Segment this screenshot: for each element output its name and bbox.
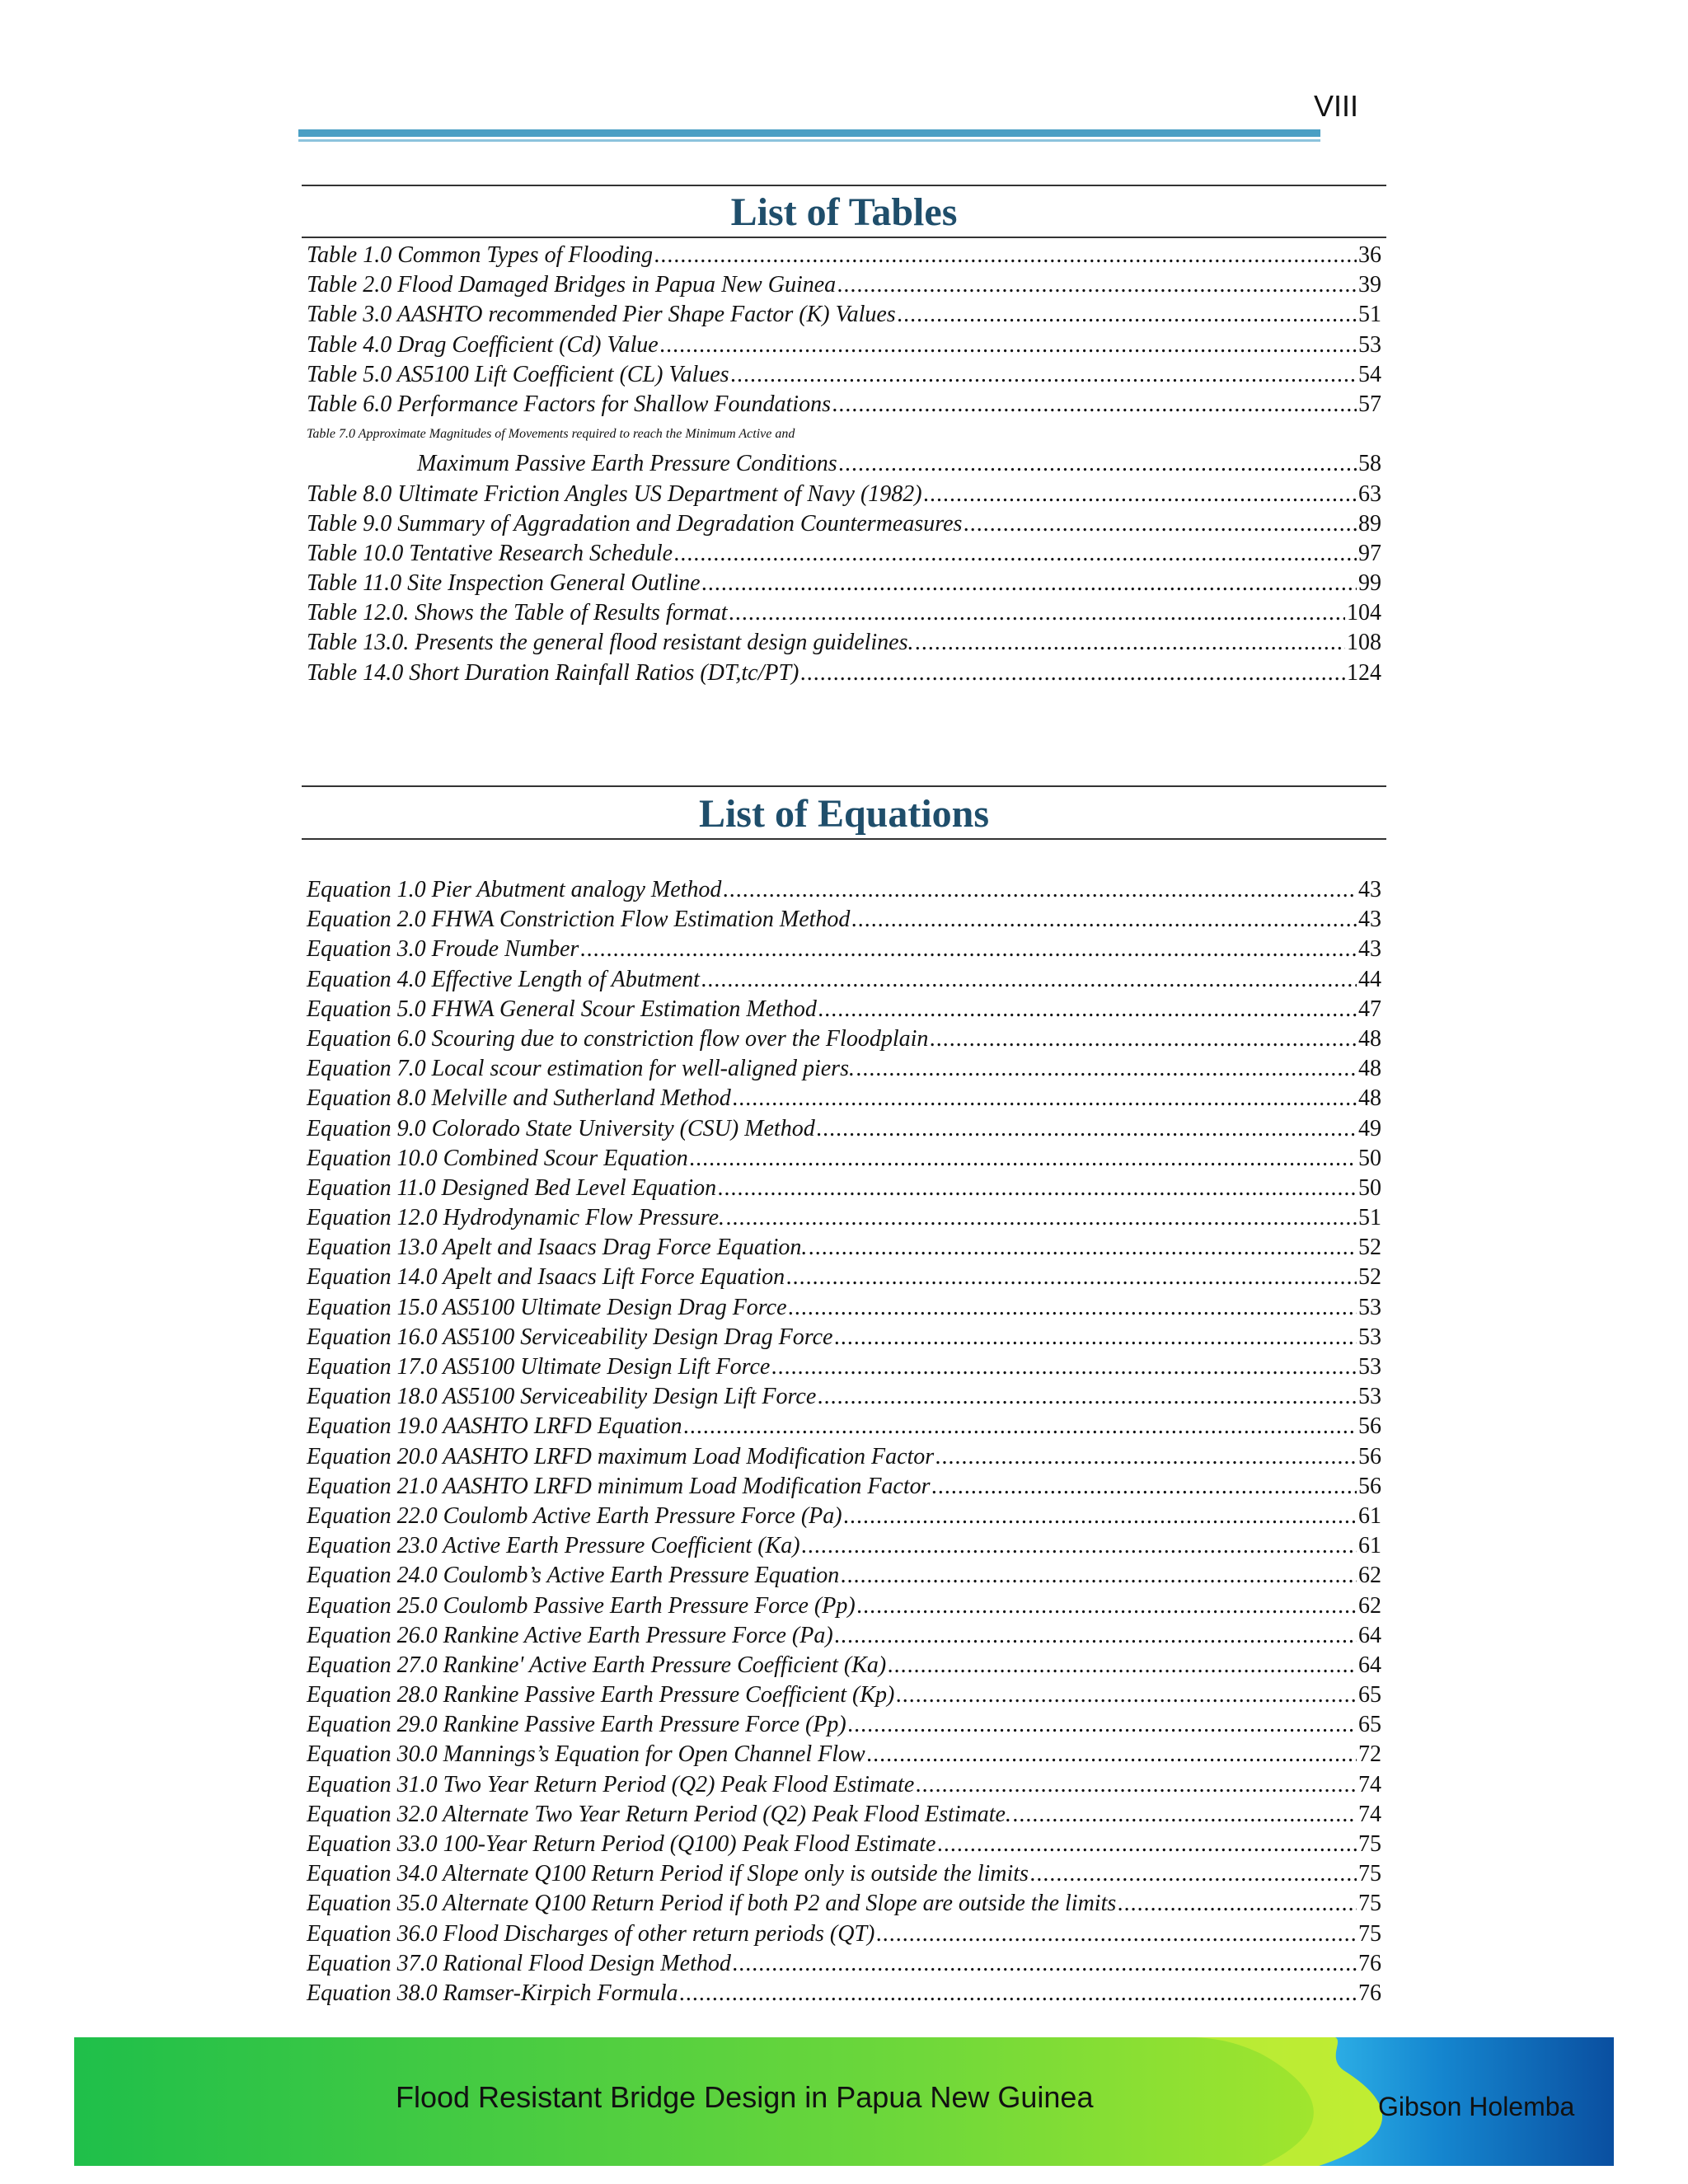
toc-entry-label: Equation 16.0 AS5100 Serviceability Design Drag Force [307, 1324, 833, 1350]
toc-entry[interactable] [307, 300, 1381, 330]
toc-entry-label: Table 11.0 Site Inspection General Outline [307, 570, 701, 597]
toc-entry-page: 47 [1358, 996, 1381, 1022]
dot-leader [674, 539, 1357, 569]
toc-entry-label: Equation 19.0 AASHTO LRFD Equation [307, 1413, 682, 1440]
equations-list [307, 875, 1381, 2008]
dot-leader [848, 1710, 1357, 1740]
dot-leader [817, 1114, 1357, 1144]
toc-entry-page: 53 [1358, 1354, 1381, 1380]
toc-entry[interactable] [307, 241, 1381, 270]
toc-entry[interactable] [307, 1651, 1381, 1680]
dot-leader [935, 1442, 1357, 1472]
toc-entry-page: 74 [1358, 1801, 1381, 1827]
toc-entry[interactable] [307, 330, 1381, 360]
dot-leader [835, 1621, 1357, 1651]
tables-list [307, 241, 1381, 688]
dot-leader [684, 1412, 1357, 1441]
toc-entry-page: 52 [1358, 1264, 1381, 1291]
dot-leader [718, 1174, 1357, 1203]
toc-entry-label: Table 1.0 Common Types of Flooding [307, 242, 654, 268]
tables-bottom-rule [302, 237, 1386, 238]
toc-entry[interactable] [307, 1263, 1381, 1292]
toc-entry[interactable] [307, 965, 1381, 995]
toc-entry-page: 50 [1358, 1145, 1381, 1171]
toc-entry-page: 63 [1358, 480, 1381, 507]
dot-leader [857, 1591, 1357, 1621]
toc-entry-label: Equation 34.0 Alternate Q100 Return Period if Slope only is outside the limits [307, 1861, 1029, 1887]
dot-leader [789, 1293, 1357, 1323]
toc-entry[interactable] [307, 1859, 1381, 1889]
toc-entry-page: 44 [1358, 966, 1381, 992]
toc-entry[interactable] [307, 1949, 1381, 1979]
toc-entry[interactable] [307, 1382, 1381, 1412]
toc-entry[interactable] [307, 539, 1381, 569]
toc-entry-page: 53 [1358, 1294, 1381, 1320]
toc-entry-label: Table 3.0 AASHTO recommended Pier Shape Factor (K) Values [307, 302, 896, 328]
dot-leader [876, 1919, 1357, 1949]
toc-entry[interactable] [307, 1203, 1381, 1233]
toc-entry-label: Equation 32.0 Alternate Two Year Return Period (Q2) Peak Flood Estimate. [307, 1801, 1011, 1827]
toc-entry-page: 50 [1358, 1174, 1381, 1201]
toc-entry-label: Table 10.0 Tentative Research Schedule [307, 540, 673, 566]
toc-entry[interactable] [307, 509, 1381, 539]
toc-entry-page: 65 [1358, 1712, 1381, 1738]
dot-leader [733, 1949, 1357, 1979]
header-rule [298, 129, 1320, 137]
toc-entry[interactable] [307, 1114, 1381, 1144]
toc-entry[interactable] [307, 1054, 1381, 1084]
dot-leader [837, 270, 1357, 300]
toc-entry-page: 53 [1358, 1324, 1381, 1350]
dot-leader [844, 1502, 1357, 1531]
toc-entry-page: 124 [1347, 659, 1381, 686]
toc-entry-page: 56 [1358, 1443, 1381, 1469]
toc-entry-page: 62 [1358, 1563, 1381, 1589]
toc-entry-label: Equation 37.0 Rational Flood Design Method [307, 1950, 731, 1976]
header-rule-thin [298, 139, 1320, 142]
dot-leader [839, 449, 1357, 479]
dot-leader [1030, 1859, 1357, 1889]
toc-entry-label: Table 13.0. Presents the general flood resistant design guidelines. [307, 630, 914, 656]
toc-entry-label: Equation 26.0 Rankine Active Earth Pressure Force (Pa) [307, 1622, 833, 1648]
toc-entry[interactable] [307, 875, 1381, 905]
toc-entry[interactable] [307, 628, 1381, 658]
toc-entry-label: Equation 18.0 AS5100 Serviceability Design Lift Force [307, 1384, 817, 1410]
toc-entry-page: 76 [1358, 1980, 1381, 2006]
toc-entry-label: Table 12.0. Shows the Table of Results format [307, 600, 728, 626]
toc-entry-page: 48 [1358, 1056, 1381, 1082]
dot-leader [916, 628, 1345, 658]
footer-banner [74, 2037, 1614, 2166]
toc-entry[interactable] [307, 1442, 1381, 1472]
toc-entry-label: Equation 12.0 Hydrodynamic Flow Pressure. [307, 1205, 725, 1231]
toc-entry-page: 53 [1358, 331, 1381, 358]
dot-leader [733, 1084, 1357, 1113]
toc-entry-label: Equation 10.0 Combined Scour Equation [307, 1145, 688, 1171]
toc-entry-label: Equation 14.0 Apelt and Isaacs Lift Force Equation [307, 1264, 785, 1291]
toc-entry-label: Equation 3.0 Froude Number [307, 936, 579, 963]
tables-heading: List of Tables [730, 190, 958, 234]
dot-leader [1013, 1800, 1357, 1830]
toc-entry[interactable] [307, 1800, 1381, 1830]
toc-entry[interactable] [307, 480, 1381, 509]
toc-entry-label: Table 9.0 Summary of Aggradation and Degradation Countermeasures [307, 510, 963, 537]
toc-entry[interactable] [307, 1770, 1381, 1800]
toc-entry-page: 36 [1358, 242, 1381, 268]
dot-leader [856, 1054, 1357, 1084]
toc-entry-label: Equation 29.0 Rankine Passive Earth Pressure Force (Pp) [307, 1712, 846, 1738]
toc-entry-label: Table 7.0 Approximate Magnitudes of Movements required to reach the Minimum Active and [307, 427, 795, 442]
dot-leader [802, 1531, 1357, 1561]
dot-leader [916, 1770, 1357, 1800]
toc-entry[interactable] [307, 658, 1381, 688]
dot-leader [786, 1263, 1357, 1292]
toc-entry-page: 43 [1358, 877, 1381, 902]
toc-entry-page: 64 [1358, 1622, 1381, 1648]
toc-entry[interactable] [307, 1740, 1381, 1769]
toc-entry-label: Equation 35.0 Alternate Q100 Return Period if both P2 and Slope are outside the limits [307, 1891, 1117, 1917]
toc-entry[interactable] [307, 1144, 1381, 1174]
toc-entry[interactable] [307, 569, 1381, 598]
dot-leader [726, 1203, 1357, 1233]
dot-leader [898, 300, 1357, 330]
toc-entry[interactable] [307, 1979, 1381, 2008]
toc-entry[interactable] [307, 1323, 1381, 1352]
toc-entry-page: 62 [1358, 1592, 1381, 1619]
toc-entry-label: Equation 23.0 Active Earth Pressure Coefficient (Ka) [307, 1533, 800, 1559]
toc-entry-page: 51 [1358, 1205, 1381, 1231]
toc-entry-label-continued: Maximum Passive Earth Pressure Conditions [417, 451, 837, 477]
toc-entry[interactable] [307, 1710, 1381, 1740]
toc-entry-page: 75 [1358, 1891, 1381, 1917]
toc-entry-label: Equation 33.0 100-Year Return Period (Q100) Peak Flood Estimate [307, 1831, 936, 1857]
toc-entry-page: 52 [1358, 1235, 1381, 1261]
toc-entry-page: 53 [1358, 1384, 1381, 1410]
toc-entry-page: 64 [1358, 1652, 1381, 1678]
toc-entry-page: 65 [1358, 1682, 1381, 1708]
toc-entry-page: 39 [1358, 272, 1381, 298]
toc-entry-label: Table 14.0 Short Duration Rainfall Ratios (DT,tc/PT) [307, 659, 799, 686]
toc-entry[interactable] [307, 995, 1381, 1024]
dot-leader [800, 658, 1345, 688]
dot-leader [930, 1024, 1357, 1054]
toc-entry-page: 89 [1358, 510, 1381, 537]
dot-leader [690, 1144, 1357, 1174]
toc-entry-label: Equation 7.0 Local scour estimation for well-aligned piers. [307, 1056, 855, 1082]
toc-entry-label: Equation 15.0 AS5100 Ultimate Design Drag Force [307, 1294, 787, 1320]
toc-entry-label: Equation 36.0 Flood Discharges of other return periods (QT) [307, 1920, 875, 1947]
equations-bottom-rule [302, 838, 1386, 840]
toc-entry[interactable] [307, 270, 1381, 300]
toc-entry[interactable] [307, 935, 1381, 964]
toc-entry-page: 61 [1358, 1502, 1381, 1529]
toc-entry-label: Equation 6.0 Scouring due to constriction flow over the Floodplain [307, 1025, 929, 1052]
toc-entry-page: 49 [1358, 1115, 1381, 1141]
toc-entry-label: Equation 31.0 Two Year Return Period (Q2) Peak Flood Estimate [307, 1771, 915, 1797]
toc-entry[interactable] [307, 1531, 1381, 1561]
toc-entry-page: 61 [1358, 1533, 1381, 1559]
dot-leader [680, 1979, 1357, 2008]
dot-leader [818, 1382, 1357, 1412]
toc-entry[interactable] [307, 1352, 1381, 1382]
dot-leader [723, 875, 1357, 905]
toc-entry-label: Table 5.0 AS5100 Lift Coefficient (CL) Values [307, 361, 729, 387]
toc-entry[interactable] [307, 1084, 1381, 1113]
dot-leader [654, 241, 1357, 270]
toc-entry-page: 76 [1358, 1950, 1381, 1976]
toc-entry-label: Equation 20.0 AASHTO LRFD maximum Load Modification Factor [307, 1443, 935, 1469]
toc-entry-page: 75 [1358, 1861, 1381, 1887]
toc-entry-page: 74 [1358, 1771, 1381, 1797]
dot-leader [924, 480, 1357, 509]
toc-entry-label: Equation 5.0 FHWA General Scour Estimation Method [307, 996, 817, 1022]
toc-entry[interactable] [307, 1680, 1381, 1710]
toc-entry[interactable] [307, 598, 1381, 628]
dot-leader [1118, 1889, 1357, 1919]
toc-entry[interactable] [307, 1919, 1381, 1949]
toc-entry[interactable] [307, 1412, 1381, 1441]
page-number: VIII [1313, 89, 1358, 123]
toc-entry-label: Table 4.0 Drag Coefficient (Cd) Value [307, 331, 659, 358]
dot-leader [841, 1561, 1357, 1591]
toc-entry-label: Table 8.0 Ultimate Friction Angles US Department of Navy (1982) [307, 480, 922, 507]
toc-entry-page: 51 [1358, 302, 1381, 328]
toc-entry-label: Equation 24.0 Coulomb’s Active Earth Pressure Equation [307, 1563, 840, 1589]
dot-leader [702, 569, 1357, 598]
dot-leader [771, 1352, 1357, 1382]
toc-entry-label: Equation 28.0 Rankine Passive Earth Pressure Coefficient (Kp) [307, 1682, 895, 1708]
toc-entry-label: Equation 4.0 Effective Length of Abutment [307, 966, 700, 992]
toc-entry-label: Equation 2.0 FHWA Constriction Flow Estimation Method [307, 907, 851, 933]
tables-top-rule [302, 185, 1386, 186]
toc-entry-page: 48 [1358, 1085, 1381, 1112]
toc-entry-label: Equation 30.0 Mannings’s Equation for Open Channel Flow [307, 1741, 865, 1768]
toc-entry[interactable] [307, 1889, 1381, 1919]
toc-entry-page: 97 [1358, 540, 1381, 566]
toc-entry[interactable] [307, 1591, 1381, 1621]
toc-entry[interactable] [307, 1293, 1381, 1323]
toc-entry[interactable] [307, 1830, 1381, 1859]
toc-entry-page: 48 [1358, 1025, 1381, 1052]
toc-entry[interactable] [307, 905, 1381, 935]
toc-entry-page: 54 [1358, 361, 1381, 387]
toc-entry-label: Equation 22.0 Coulomb Active Earth Pressure Force (Pa) [307, 1502, 842, 1529]
toc-entry[interactable] [307, 1472, 1381, 1502]
dot-leader [729, 598, 1345, 628]
toc-entry-label: Table 2.0 Flood Damaged Bridges in Papua New Guinea [307, 272, 837, 298]
dot-leader [818, 995, 1357, 1024]
toc-entry-label: Table 6.0 Performance Factors for Shallow Foundations [307, 391, 831, 417]
toc-entry-label: Equation 17.0 AS5100 Ultimate Design Lift Force [307, 1354, 771, 1380]
dot-leader [660, 330, 1357, 360]
toc-entry-page: 104 [1347, 600, 1381, 626]
toc-entry[interactable] [307, 1502, 1381, 1531]
dot-leader [809, 1233, 1357, 1263]
dot-leader [932, 1472, 1357, 1502]
toc-entry-label: Equation 13.0 Apelt and Isaacs Drag Force Equation. [307, 1235, 808, 1261]
toc-entry[interactable] [307, 390, 1381, 419]
toc-entry[interactable] [307, 1561, 1381, 1591]
toc-entry-page: 43 [1358, 907, 1381, 933]
dot-leader [867, 1740, 1357, 1769]
toc-entry-label: Equation 1.0 Pier Abutment analogy Method [307, 877, 722, 902]
toc-entry-label: Equation 27.0 Rankine' Active Earth Pressure Coefficient (Ka) [307, 1652, 887, 1678]
toc-entry-page: 108 [1347, 630, 1381, 656]
equations-top-rule [302, 785, 1386, 787]
toc-entry-page: 56 [1358, 1413, 1381, 1440]
toc-entry-page: 99 [1358, 570, 1381, 597]
footer-title: Flood Resistant Bridge Design in Papua New Guinea [396, 2080, 1094, 2114]
dot-leader [701, 965, 1357, 995]
toc-entry-page: 56 [1358, 1473, 1381, 1499]
dot-leader [888, 1651, 1357, 1680]
toc-entry-page: 75 [1358, 1831, 1381, 1857]
footer-author: Gibson Holemba [1378, 2092, 1575, 2121]
toc-entry-label: Equation 8.0 Melville and Sutherland Method [307, 1085, 731, 1112]
dot-leader [896, 1680, 1357, 1710]
toc-entry[interactable] [307, 1024, 1381, 1054]
toc-entry-label: Equation 9.0 Colorado State University (CSU) Method [307, 1115, 815, 1141]
toc-entry-page: 72 [1358, 1741, 1381, 1768]
toc-entry[interactable] [307, 1174, 1381, 1203]
toc-entry[interactable] [307, 419, 1381, 479]
dot-leader [964, 509, 1357, 539]
equations-heading: List of Equations [698, 792, 990, 836]
toc-entry-page: 57 [1358, 391, 1381, 417]
toc-entry-label: Equation 38.0 Ramser-Kirpich Formula [307, 1980, 678, 2006]
dot-leader [832, 390, 1357, 419]
dot-leader [731, 360, 1357, 390]
dot-leader [834, 1323, 1357, 1352]
toc-entry-label: Equation 25.0 Coulomb Passive Earth Pressure Force (Pp) [307, 1592, 856, 1619]
toc-entry[interactable] [307, 1233, 1381, 1263]
toc-entry[interactable] [307, 1621, 1381, 1651]
toc-entry-page: 58 [1358, 451, 1381, 477]
dot-leader [580, 935, 1357, 964]
dot-leader [851, 905, 1357, 935]
toc-entry-page: 43 [1358, 936, 1381, 963]
toc-entry-label: Equation 21.0 AASHTO LRFD minimum Load Modification Factor [307, 1473, 931, 1499]
toc-entry-page: 75 [1358, 1920, 1381, 1947]
toc-entry-label: Equation 11.0 Designed Bed Level Equation [307, 1174, 717, 1201]
toc-entry[interactable] [307, 360, 1381, 390]
dot-leader [937, 1830, 1357, 1859]
